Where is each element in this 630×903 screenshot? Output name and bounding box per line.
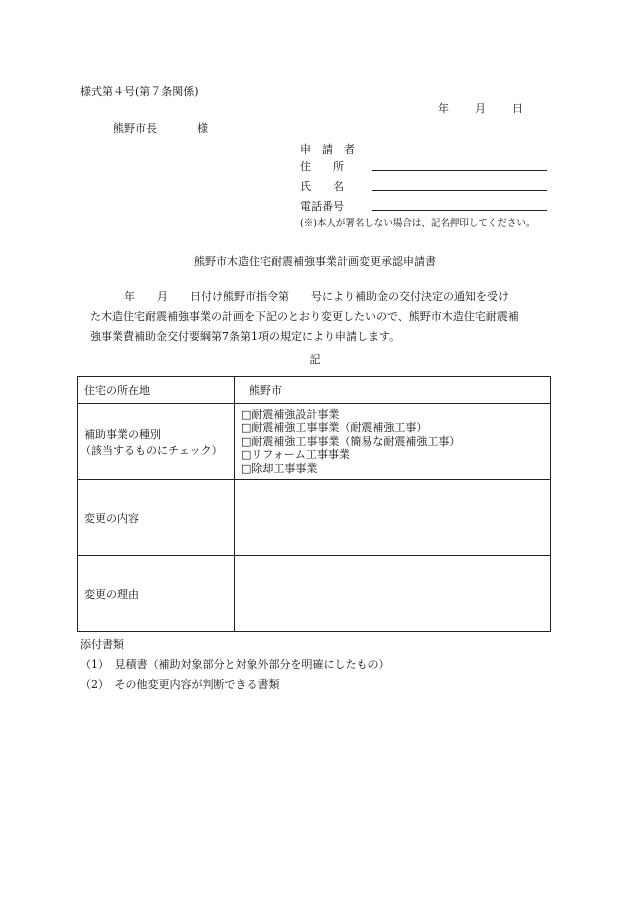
application-table [77,376,551,632]
applicant-heading: 申 請 者 [300,143,355,156]
attachment-item-2: （2） その他変更内容が判断できる書類 [80,678,280,691]
table-row [78,377,551,404]
document-title: 熊野市木造住宅耐震補強事業計画変更承認申請書 [194,255,436,268]
form-number: 様式第４号(第７条関係) [80,85,199,98]
address-label: 住 所 [300,160,344,173]
request-body [90,287,552,347]
name-field[interactable] [372,190,547,191]
date-line [438,100,523,116]
option-simple-seismic-work[interactable]: □耐震補強工事事業（簡易な耐震補強工事） [241,434,461,448]
applicant-phone-row [300,198,550,216]
date-day: 日 [512,102,523,115]
addressee-name: 熊野市長 [113,122,157,135]
attachments [80,635,390,695]
body-line-3: 強事業費補助金交付要綱第7条第1項の規定により申請します。 [90,330,401,343]
type-label-cell [78,404,235,480]
addressee-suffix: 様 [197,122,208,135]
addressee [113,120,208,136]
attachments-heading: 添付書類 [80,638,124,651]
name-label: 氏 名 [300,180,344,193]
signature-note: (※)本人が署名しない場合は、記名押印してください。 [300,218,536,229]
option-demolition-work[interactable]: □除却工事事業 [241,461,318,475]
change-reason-field[interactable] [235,556,551,632]
type-sublabel: （該当するものにチェック） [80,443,223,457]
option-seismic-design[interactable]: □耐震補強設計事業 [241,407,340,421]
phone-field[interactable] [372,210,547,211]
date-month: 月 [475,102,486,115]
location-label: 住宅の所在地 [78,377,235,404]
address-field[interactable] [372,170,547,171]
phone-label: 電話番号 [300,200,344,213]
type-options-cell [235,404,551,480]
table-row [78,404,551,480]
location-value[interactable]: 熊野市 [235,377,551,404]
change-content-label: 変更の内容 [78,480,235,556]
date-year: 年 [438,102,449,115]
applicant-name-row [300,178,550,196]
type-label: 補助事業の種別 [84,427,161,441]
option-reform-work[interactable]: □リフォーム工事事業 [241,448,350,462]
ki-mark: 記 [309,353,321,366]
table-row [78,556,551,632]
body-line-1: 年 月 日付け熊野市指令第 号により補助金の交付決定の通知を受け [124,290,509,303]
change-content-field[interactable] [235,480,551,556]
option-seismic-work[interactable]: □耐震補強工事事業（耐震補強工事） [241,421,428,435]
attachment-item-1: （1） 見積書（補助対象部分と対象外部分を明確にしたもの） [80,658,390,671]
table-row [78,480,551,556]
applicant-address-row [300,158,550,176]
change-reason-label: 変更の理由 [78,556,235,632]
body-line-2: た木造住宅耐震補強事業の計画を下記のとおり変更したいので、熊野市木造住宅耐震補 [90,310,519,323]
